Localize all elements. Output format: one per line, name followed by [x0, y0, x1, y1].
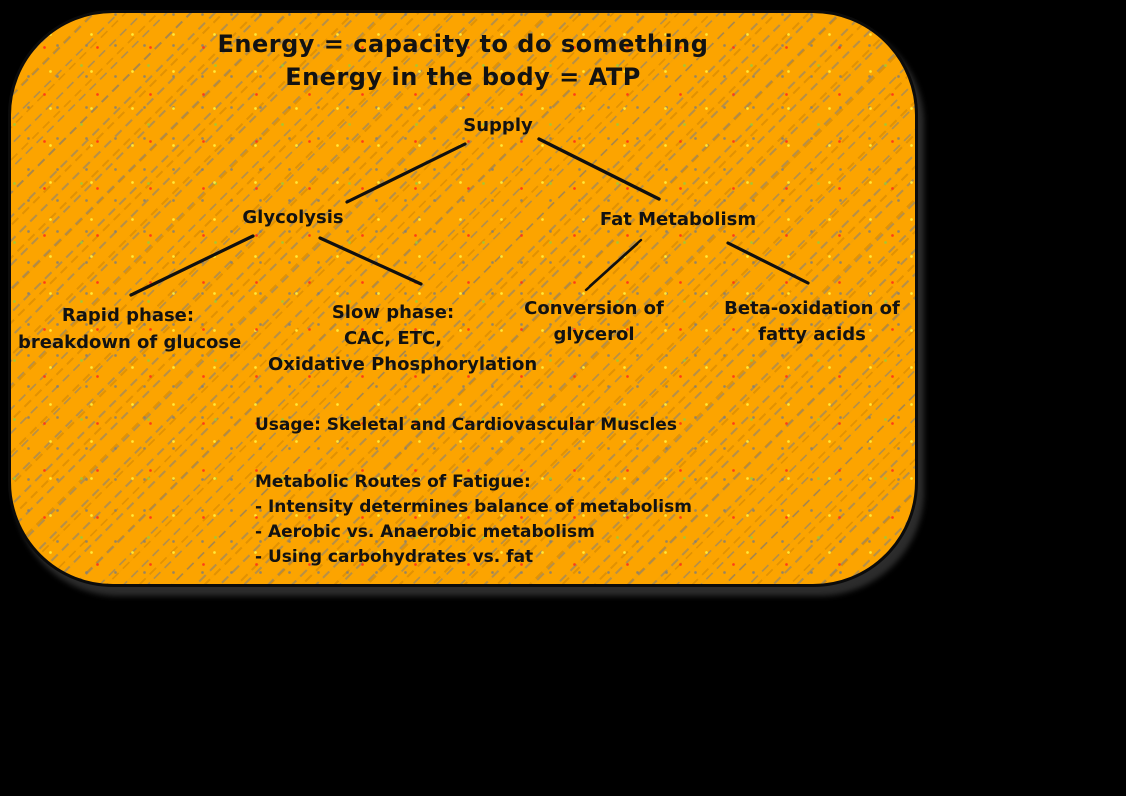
title-line-1: Energy = capacity to do something — [217, 30, 709, 58]
node-rapid-phase — [18, 302, 242, 356]
beta-oxidation-line-1: Beta-oxidation of — [724, 298, 900, 319]
slow-phase-line-2: CAC, ETC, — [343, 328, 443, 349]
fatigue-point-2: - Aerobic vs. Anaerobic metabolism — [255, 522, 595, 542]
node-glycolysis: Glycolysis — [242, 207, 344, 228]
node-fat-metabolism: Fat Metabolism — [599, 209, 757, 230]
node-slow-phase — [268, 300, 538, 378]
title-line-2: Energy in the body = ATP — [285, 63, 641, 91]
beta-oxidation-line-2: fatty acids — [758, 324, 866, 345]
node-conversion-of-glycerol — [494, 296, 694, 348]
fatigue-point-1: - Intensity determines balance of metabolism — [255, 497, 692, 517]
fatigue-note — [255, 470, 692, 570]
slow-phase-line-1: Slow phase: — [331, 302, 455, 323]
node-supply: Supply — [463, 115, 533, 136]
rapid-phase-line-2: breakdown of glucose — [18, 332, 242, 353]
rapid-phase-line-1: Rapid phase: — [61, 305, 195, 326]
slow-phase-line-3: Oxidative Phosphorylation — [268, 354, 538, 375]
fatigue-point-3: - Using carbohydrates vs. fat — [255, 547, 534, 567]
conversion-line-1: Conversion of — [524, 298, 664, 319]
node-beta-oxidation — [702, 296, 922, 348]
usage-note: Usage: Skeletal and Cardiovascular Muscles — [255, 415, 677, 435]
conversion-line-2: glycerol — [553, 324, 635, 345]
fatigue-note-title: Metabolic Routes of Fatigue: — [255, 472, 531, 492]
